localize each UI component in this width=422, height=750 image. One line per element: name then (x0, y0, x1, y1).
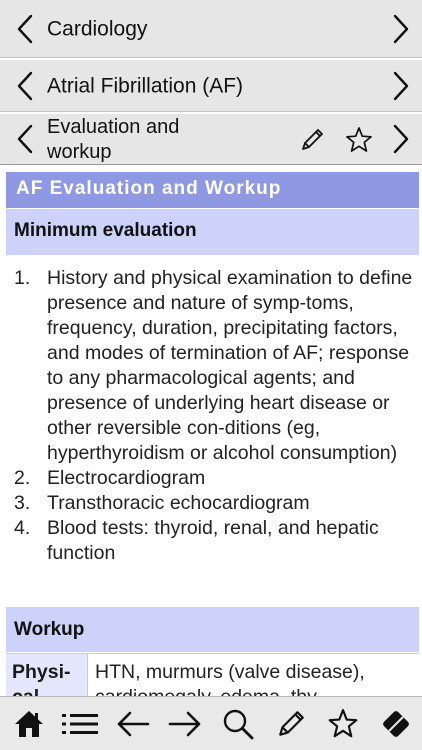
section-heading-workup: Workup (6, 608, 419, 652)
bookmark-icon[interactable] (379, 707, 413, 741)
chevron-right-icon[interactable] (390, 13, 412, 45)
list-item: 3. Transthoracic echocardiogram (14, 492, 310, 514)
list-item: 2. Electrocardiogram (14, 467, 206, 489)
content-area[interactable] (0, 166, 422, 696)
chevron-left-icon[interactable] (14, 123, 36, 155)
section-heading-minimum-evaluation: Minimum evaluation (6, 209, 419, 255)
chevron-right-icon[interactable] (390, 70, 412, 102)
chevron-right-icon[interactable] (390, 123, 412, 155)
arrow-right-icon[interactable] (168, 707, 202, 741)
nav-bar-evaluation[interactable] (0, 113, 422, 165)
evaluation-list (14, 266, 414, 566)
table-row-value: HTN, murmurs (valve disease), (95, 661, 365, 683)
list-item: 1. History and physical examination to define presence and nature of symp-toms, frequency, duration, precipitating factors, and modes of termination of AF; response to any pharmacological agents; and presence of underlying heart disease or other reversible con-ditions (eg, hyperthyroidism or alcohol consumption) (14, 267, 413, 464)
nav-title-cardiology[interactable]: Cardiology (47, 17, 148, 40)
star-icon[interactable] (326, 707, 360, 741)
table-row-label: Physi- (6, 654, 88, 713)
search-icon[interactable] (221, 707, 255, 741)
list-item: 4. Blood tests: thyroid, renal, and hepatic function (14, 517, 379, 564)
star-icon[interactable] (344, 125, 374, 155)
arrow-left-icon[interactable] (116, 707, 150, 741)
chevron-left-icon[interactable] (14, 70, 36, 102)
page-title: AF Evaluation and Workup (6, 172, 419, 208)
chevron-left-icon[interactable] (14, 13, 36, 45)
pencil-icon[interactable] (274, 707, 308, 741)
home-icon[interactable] (12, 707, 46, 741)
bottom-toolbar (0, 696, 422, 750)
nav-title-atrial-fibrillation[interactable]: Atrial Fibrillation (AF) (47, 74, 244, 97)
nav-title-evaluation[interactable]: Evaluation and workup (47, 116, 180, 163)
list-icon[interactable] (63, 707, 97, 741)
pencil-icon[interactable] (298, 126, 326, 154)
nav-bar-cardiology[interactable] (0, 0, 422, 58)
nav-bar-atrial-fibrillation[interactable] (0, 59, 422, 112)
